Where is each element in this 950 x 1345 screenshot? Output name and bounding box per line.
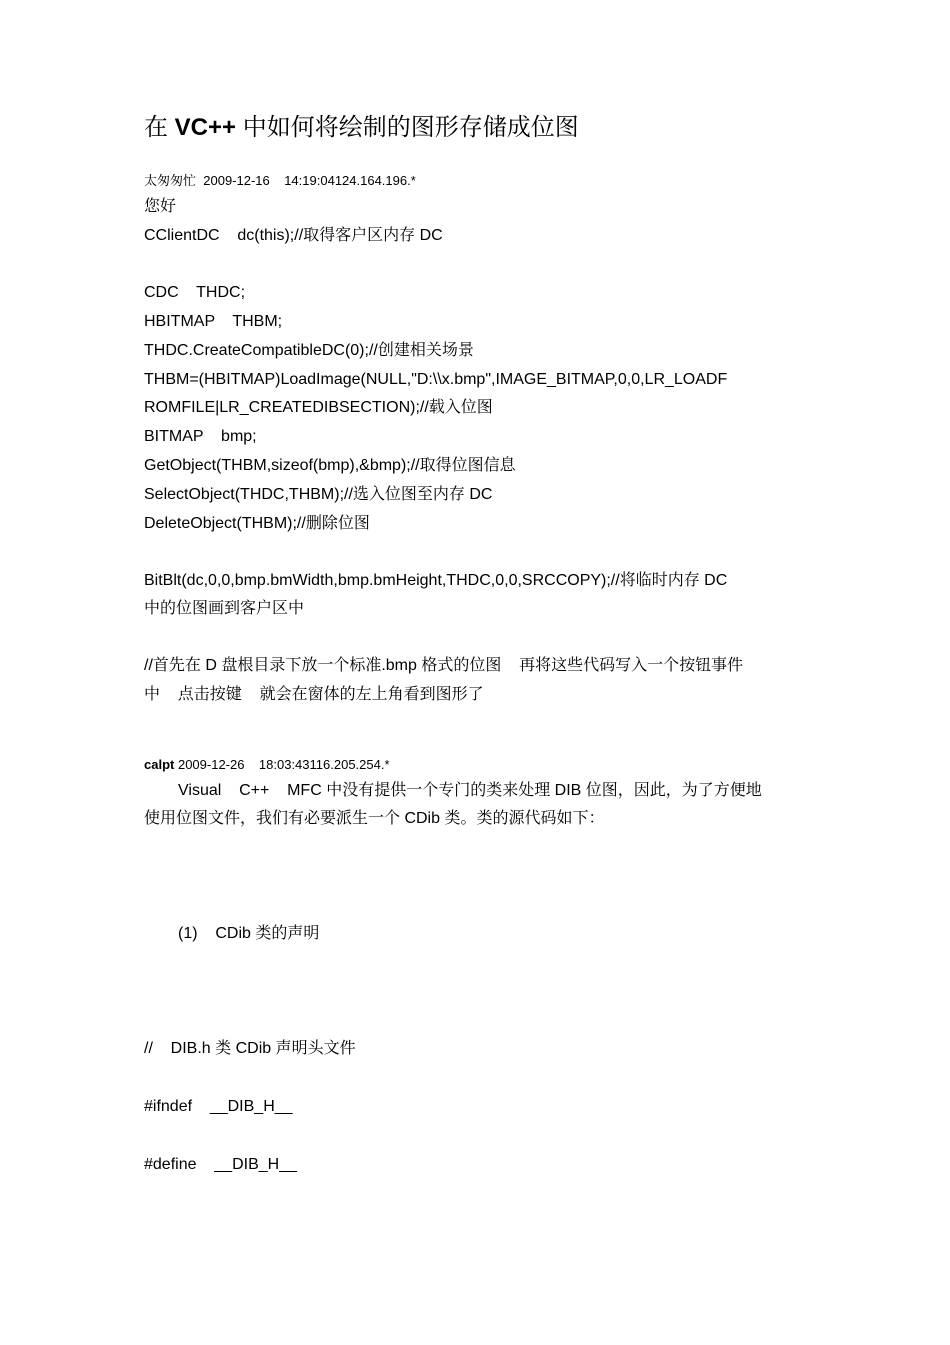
post-line: CClientDC dc(this);//取得客户区内存 DC (144, 227, 443, 244)
section-heading: (1) CDib 类的声明 (178, 925, 320, 942)
post-author: calpt (144, 757, 175, 772)
code-line: #ifndef __DIB_H__ (144, 1098, 293, 1115)
post-line: 您好 (144, 198, 177, 215)
post-line: 使用位图文件，我们有必要派生一个 CDib 类。类的源代码如下： (144, 810, 605, 827)
code-line: BITMAP bmp; (144, 428, 257, 445)
post-datetime: 2009-12-26 18:03:43 (177, 757, 310, 772)
code-line: THDC.CreateCompatibleDC(0);//创建相关场景 (144, 342, 474, 359)
code-line: #define __DIB_H__ (144, 1156, 297, 1173)
post-ip: 124.164.196.* (334, 173, 416, 188)
post-datetime: 2009-12-16 14:19:04 (203, 173, 335, 188)
code-line: DeleteObject(THBM);//删除位图 (144, 515, 370, 532)
code-line: GetObject(THBM,sizeof(bmp),&bmp);//取得位图信息 (144, 457, 516, 474)
post-line: 中 点击按键 就会在窗体的左上角看到图形了 (144, 686, 484, 703)
title-suffix: 中如何将绘制的图形存储成位图 (236, 114, 579, 141)
post-ip: 116.205.254.* (309, 757, 390, 772)
post-meta (144, 756, 390, 774)
title-bold: VC++ (174, 114, 237, 141)
post-line: Visual C++ MFC 中没有提供一个专门的类来处理 DIB 位图，因此，为了方便地 (178, 782, 762, 799)
code-line: SelectObject(THDC,THBM);//选入位图至内存 DC (144, 486, 493, 503)
document-title (144, 113, 579, 143)
code-line: THBM=(HBITMAP)LoadImage(NULL,"D:\\x.bmp",IMAGE_BITMAP,0,0,LR_LOADF (144, 371, 728, 388)
code-line: // DIB.h 类 CDib 声明头文件 (144, 1040, 356, 1057)
post-author: 太匆匆忙 (144, 173, 197, 188)
code-line: ROMFILE|LR_CREATEDIBSECTION);//载入位图 (144, 399, 493, 416)
title-prefix: 在 (144, 114, 175, 141)
code-line: 中的位图画到客户区中 (144, 600, 305, 617)
code-line: HBITMAP THBM; (144, 313, 283, 330)
code-line: BitBlt(dc,0,0,bmp.bmWidth,bmp.bmHeight,THDC,0,0,SRCCOPY);//将临时内存 DC (144, 572, 728, 589)
code-line: CDC THDC; (144, 284, 246, 301)
post-meta (144, 172, 416, 190)
post-line: //首先在 D 盘根目录下放一个标准.bmp 格式的位图 再将这些代码写入一个按钮事件 (144, 657, 744, 674)
